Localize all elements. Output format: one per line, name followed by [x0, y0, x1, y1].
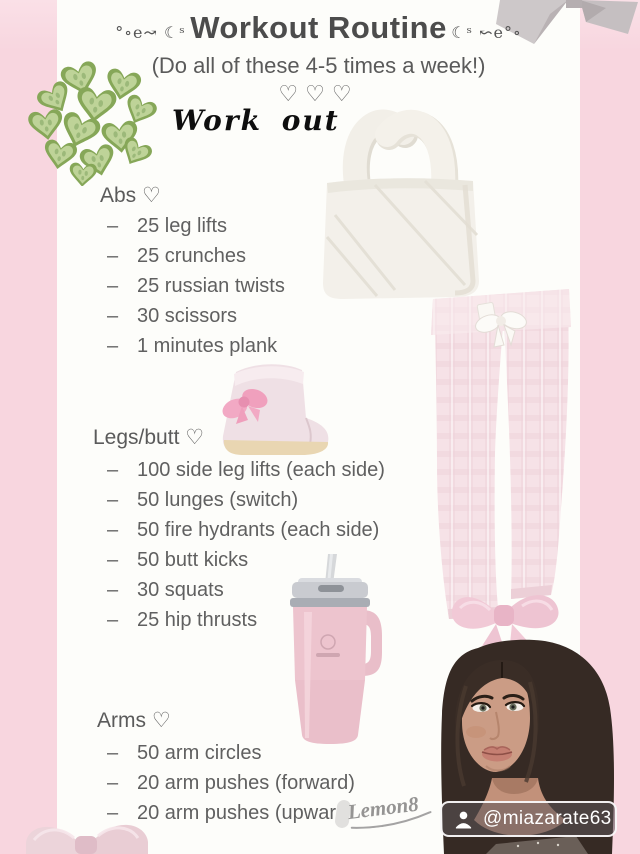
exercise-text: 20 arm pushes (forward)	[137, 771, 355, 794]
hearts-row: ♡♡♡	[278, 81, 359, 106]
bullet-dash: –	[107, 518, 119, 541]
list-item	[107, 271, 285, 301]
exercise-text: 25 crunches	[137, 244, 246, 267]
exercise-text: 50 arm circles	[137, 741, 262, 764]
section-heading-legs-butt: Legs/butt ♡	[93, 426, 205, 449]
bullet-dash: –	[107, 801, 119, 824]
exercise-text: 25 hip thrusts	[137, 608, 258, 631]
bullet-dash: –	[107, 578, 119, 601]
arms-list	[107, 738, 355, 828]
subtitle: (Do all of these 4-5 times a week!)	[151, 53, 486, 78]
page-title: Workout Routine	[190, 10, 447, 45]
exercise-text: 30 scissors	[137, 304, 238, 327]
exercise-text: 50 butt kicks	[137, 548, 249, 571]
bullet-dash: –	[107, 458, 119, 481]
bullet-dash: –	[107, 274, 119, 297]
watermark-text: Lemon8	[346, 791, 420, 825]
bullet-dash: –	[107, 741, 119, 764]
list-item	[107, 798, 355, 828]
page-title-row	[57, 8, 580, 54]
bullet-dash: –	[107, 488, 119, 511]
title-ornament-left: °∘e↝ ☾ˢ	[115, 23, 186, 42]
bullet-dash: –	[107, 771, 119, 794]
list-item	[107, 545, 385, 575]
list-item	[107, 515, 385, 545]
username-text: @miazarate63	[483, 808, 612, 829]
list-item	[107, 241, 285, 271]
bullet-dash: –	[107, 214, 119, 237]
section-heading-abs: Abs ♡	[100, 184, 161, 207]
list-item	[107, 738, 355, 768]
exercise-text: 20 arm pushes (upwar	[137, 801, 336, 824]
puffer-tote-image	[315, 85, 485, 300]
exercise-text: 25 russian twists	[137, 274, 285, 297]
list-item	[107, 485, 385, 515]
list-item	[107, 301, 285, 331]
title-ornament-right: ☾ˢ ↜e°∘	[451, 23, 522, 42]
bullet-dash: –	[107, 608, 119, 631]
exercise-text: 1 minutes plank	[137, 334, 278, 357]
person-icon	[454, 810, 473, 829]
exercise-text: 100 side leg lifts (each side)	[137, 458, 385, 481]
bullet-dash: –	[107, 244, 119, 267]
bullet-dash: –	[107, 334, 119, 357]
list-item	[107, 211, 285, 241]
exercise-text: 50 lunges (switch)	[137, 488, 299, 511]
exercise-text: 50 fire hydrants (each side)	[137, 518, 380, 541]
script-note: Work out	[172, 104, 340, 137]
bullet-dash: –	[107, 304, 119, 327]
list-item	[107, 605, 385, 635]
list-item	[107, 455, 385, 485]
list-item	[107, 768, 355, 798]
bullet-dash: –	[107, 548, 119, 571]
section-heading-arms: Arms ♡	[97, 709, 171, 732]
list-item	[107, 575, 385, 605]
pajama-pants-image	[425, 283, 577, 628]
exercise-text: 25 leg lifts	[137, 214, 228, 237]
legs-butt-list	[107, 455, 385, 635]
username-badge	[440, 801, 617, 837]
abs-list	[107, 211, 285, 361]
pink-boot-image	[210, 358, 335, 458]
list-item	[107, 331, 285, 361]
exercise-text: 30 squats	[137, 578, 224, 601]
